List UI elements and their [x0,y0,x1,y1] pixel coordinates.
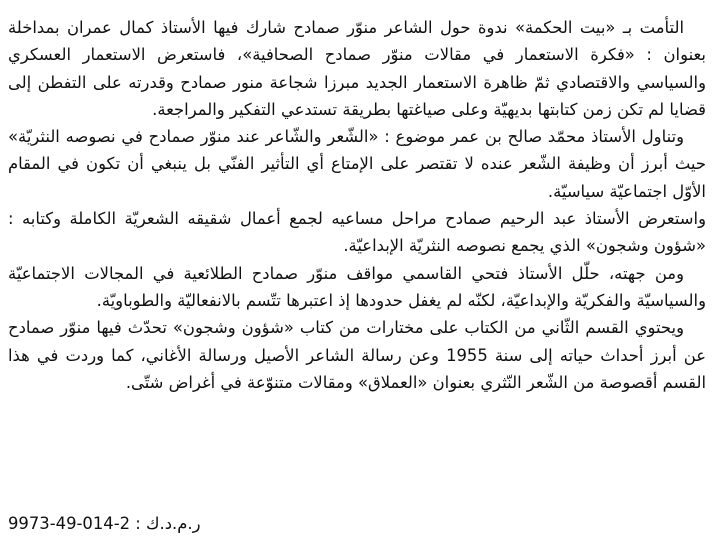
isbn-line: ر.م.د.ك : 2-014-49-9973 [8,514,201,533]
paragraph-5: ويحتوي القسم الثّاني من الكتاب على مختارات من كتاب «شؤون وشجون» تحدّث فيها منوّر صمادح عن أبرز أحداث حياته إلى سنة 1955 وعن رسالة الشاعر الأصيل ورسالة الأغاني، كما وردت في هذا القسم أقصوصة من الشّعر النّثري بعنوان «العملاق» ومقالات متنوّعة في أغراض شتّى. [8,318,706,392]
paragraph-2: وتناول الأستاذ محمّد صالح بن عمر موضوع : «الشّعر والشّاعر عند منوّر صمادح في نصوصه النثريّة» حيث أبرز أن وظيفة الشّعر عنده لا تقتصر على الإمتاع أي التأثير الفنّي بل ينبغي أن تكون في المقام الأوّل اجتماعيّة سياسيّة. [8,127,706,201]
document-page [8,14,706,544]
paragraph-1: التأمت بـ «بيت الحكمة» ندوة حول الشاعر منوّر صمادح شارك فيها الأستاذ كمال عمران بمداخلة بعنوان : «فكرة الاستعمار في مقالات منوّر صمادح الصحافية»، فاستعرض الاستعمار العسكري والسياسي والاقتصادي ثمّ ظاهرة الاستعمار الجديد مبرزا شجاعة منور صمادح وقدرته على التفطن إلى قضايا لم تكن زمن كتابتها بديهيّة وعلى صياغتها بطريقة تستدعي التفكير والمراجعة. [8,18,706,119]
paragraph-4: ومن جهته، حلّل الأستاذ فتحي القاسمي مواقف منوّر صمادح الطلائعية في المجالات الاجتماعيّة والسياسيّة والفكريّة والإبداعيّة، لكنّه لم يغفل حدودها إذ اعتبرها تتّسم بالانفعاليّة والطوباويّة. [8,263,706,310]
paragraph-3: واستعرض الأستاذ عبد الرحيم صمادح مراحل مساعيه لجمع أعمال شقيقه الشعريّة الكاملة وكتابه : «شؤون وشجون» الذي يجمع نصوصه النثريّة الإبداعيّة. [8,209,706,256]
